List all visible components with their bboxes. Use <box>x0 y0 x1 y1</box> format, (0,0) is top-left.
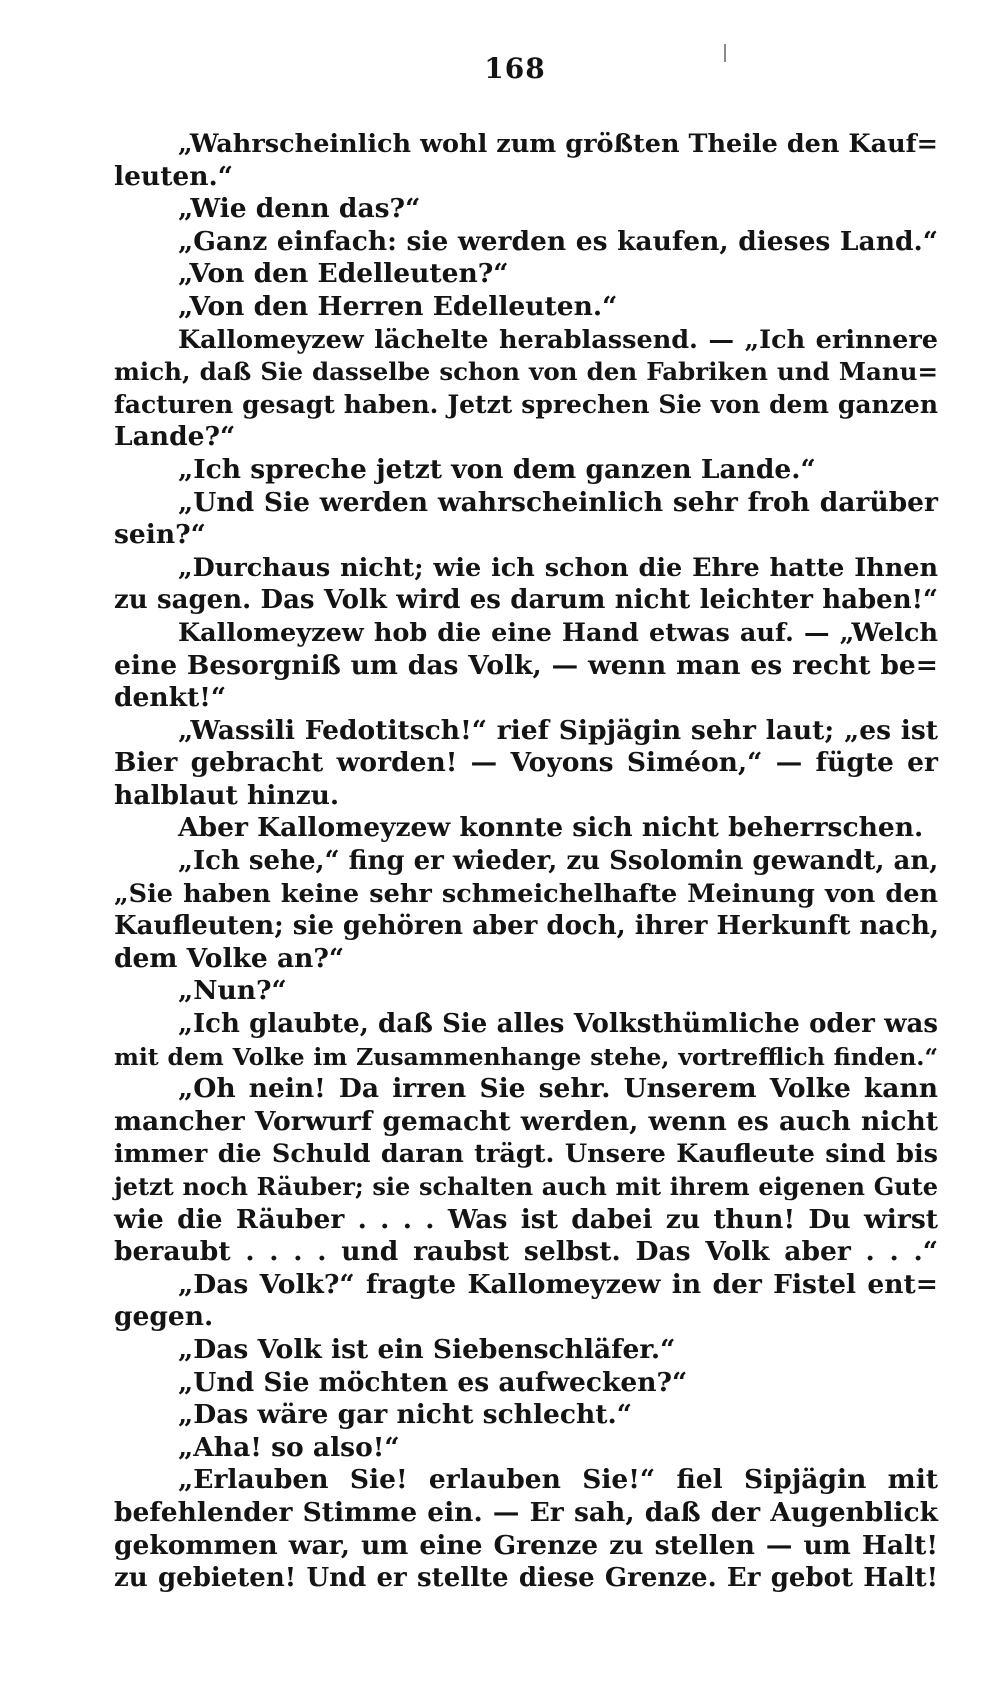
text-line: „Aha! so also!“ <box>178 1431 400 1463</box>
text-line: mit dem Volke im Zusammenhange stehe, vortrefflich finden.“ <box>114 1042 938 1071</box>
text-line: „Das Volk ist ein Siebenschläfer.“ <box>178 1333 676 1365</box>
text-line: gekommen war, um eine Grenze zu stellen — um Halt! <box>114 1529 938 1561</box>
text-line: beraubt . . . . und raubst selbst. Das Volk aber . . .“ <box>114 1236 938 1268</box>
text-line: „Sie haben keine sehr schmeichelhafte Meinung von den <box>114 878 938 909</box>
text-line: „Durchaus nicht; wie ich schon die Ehre hatte Ihnen <box>178 552 938 583</box>
text-line: gegen. <box>114 1301 214 1333</box>
text-line: dem Volke an?“ <box>114 942 345 974</box>
text-line: „Und Sie werden wahrscheinlich sehr froh darüber <box>178 486 938 518</box>
text-line: halblaut hinzu. <box>114 779 340 811</box>
text-line: Kaufleuten; sie gehören aber doch, ihrer Herkunft nach, <box>114 911 939 942</box>
text-line: „Wassili Fedotitsch!“ rief Sipjägin sehr laut; „es ist <box>178 714 938 746</box>
text-line: Kallomeyzew lächelte herablassend. — „Ich erinnere <box>178 324 938 355</box>
text-line: „Von den Herren Edelleuten.“ <box>178 290 618 322</box>
text-line: „Ich glaubte, daß Sie alles Volksthümliche oder was <box>178 1009 938 1040</box>
text-line: jetzt noch Räuber; sie schalten auch mit ihrem eigenen Gute <box>114 1172 938 1201</box>
page-number: 168 <box>484 52 546 85</box>
text-line: zu sagen. Das Volk wird es darum nicht leichter haben!“ <box>114 585 938 616</box>
text-line: „Ich sehe,“ fing er wieder, zu Ssolomin gewandt, an, <box>178 846 939 877</box>
text-line: Aber Kallomeyzew konnte sich nicht beherrschen. <box>178 812 924 844</box>
body-text <box>114 128 938 1595</box>
text-line: „Wahrscheinlich wohl zum größten Theile den Kauf= <box>178 129 938 159</box>
text-line: Kallomeyzew hob die eine Hand etwas auf. — „Welch <box>178 617 938 648</box>
text-line: „Oh nein! Da irren Sie sehr. Unserem Volke kann <box>178 1073 938 1105</box>
text-line: „Nun?“ <box>178 975 287 1007</box>
text-line: mancher Vorwurf gemacht werden, wenn es auch nicht <box>114 1105 938 1137</box>
text-line: denkt!“ <box>114 682 227 714</box>
text-line: Lande?“ <box>114 421 236 453</box>
text-line: facturen gesagt haben. Jetzt sprechen Sie von dem ganzen <box>114 389 938 419</box>
text-line: mich, daß Sie dasselbe schon von den Fabriken und Manu= <box>114 357 938 387</box>
text-line: „Von den Edelleuten?“ <box>178 258 509 290</box>
text-line: „Erlauben Sie! erlauben Sie!“ fiel Sipjägin mit <box>178 1464 938 1496</box>
text-line: „Das wäre gar nicht schlecht.“ <box>178 1399 633 1431</box>
text-line: befehlender Stimme ein. — Er sah, daß der Augenblick <box>114 1496 938 1528</box>
text-line: „Ich spreche jetzt von dem ganzen Lande.“ <box>178 453 816 485</box>
text-line: eine Besorgniß um das Volk, — wenn man es recht be= <box>114 649 938 681</box>
text-line: „Das Volk?“ fragte Kallomeyzew in der Fistel ent= <box>178 1268 938 1300</box>
text-line: wie die Räuber . . . . Was ist dabei zu thun! Du wirst <box>114 1203 938 1235</box>
text-line: leuten.“ <box>114 160 234 192</box>
text-line: „Und Sie möchten es aufwecken?“ <box>178 1366 688 1398</box>
text-line: zu gebieten! Und er stellte diese Grenze. Er gebot Halt! <box>114 1563 938 1594</box>
text-line: „Ganz einfach: sie werden es kaufen, dieses Land.“ <box>178 225 938 257</box>
text-line: immer die Schuld daran trägt. Unsere Kaufleute sind bis <box>114 1139 938 1170</box>
text-line: sein?“ <box>114 519 206 551</box>
text-line: Bier gebracht worden! — Voyons Siméon,“ — fügte er <box>114 747 938 779</box>
text-line: „Wie denn das?“ <box>178 193 421 225</box>
